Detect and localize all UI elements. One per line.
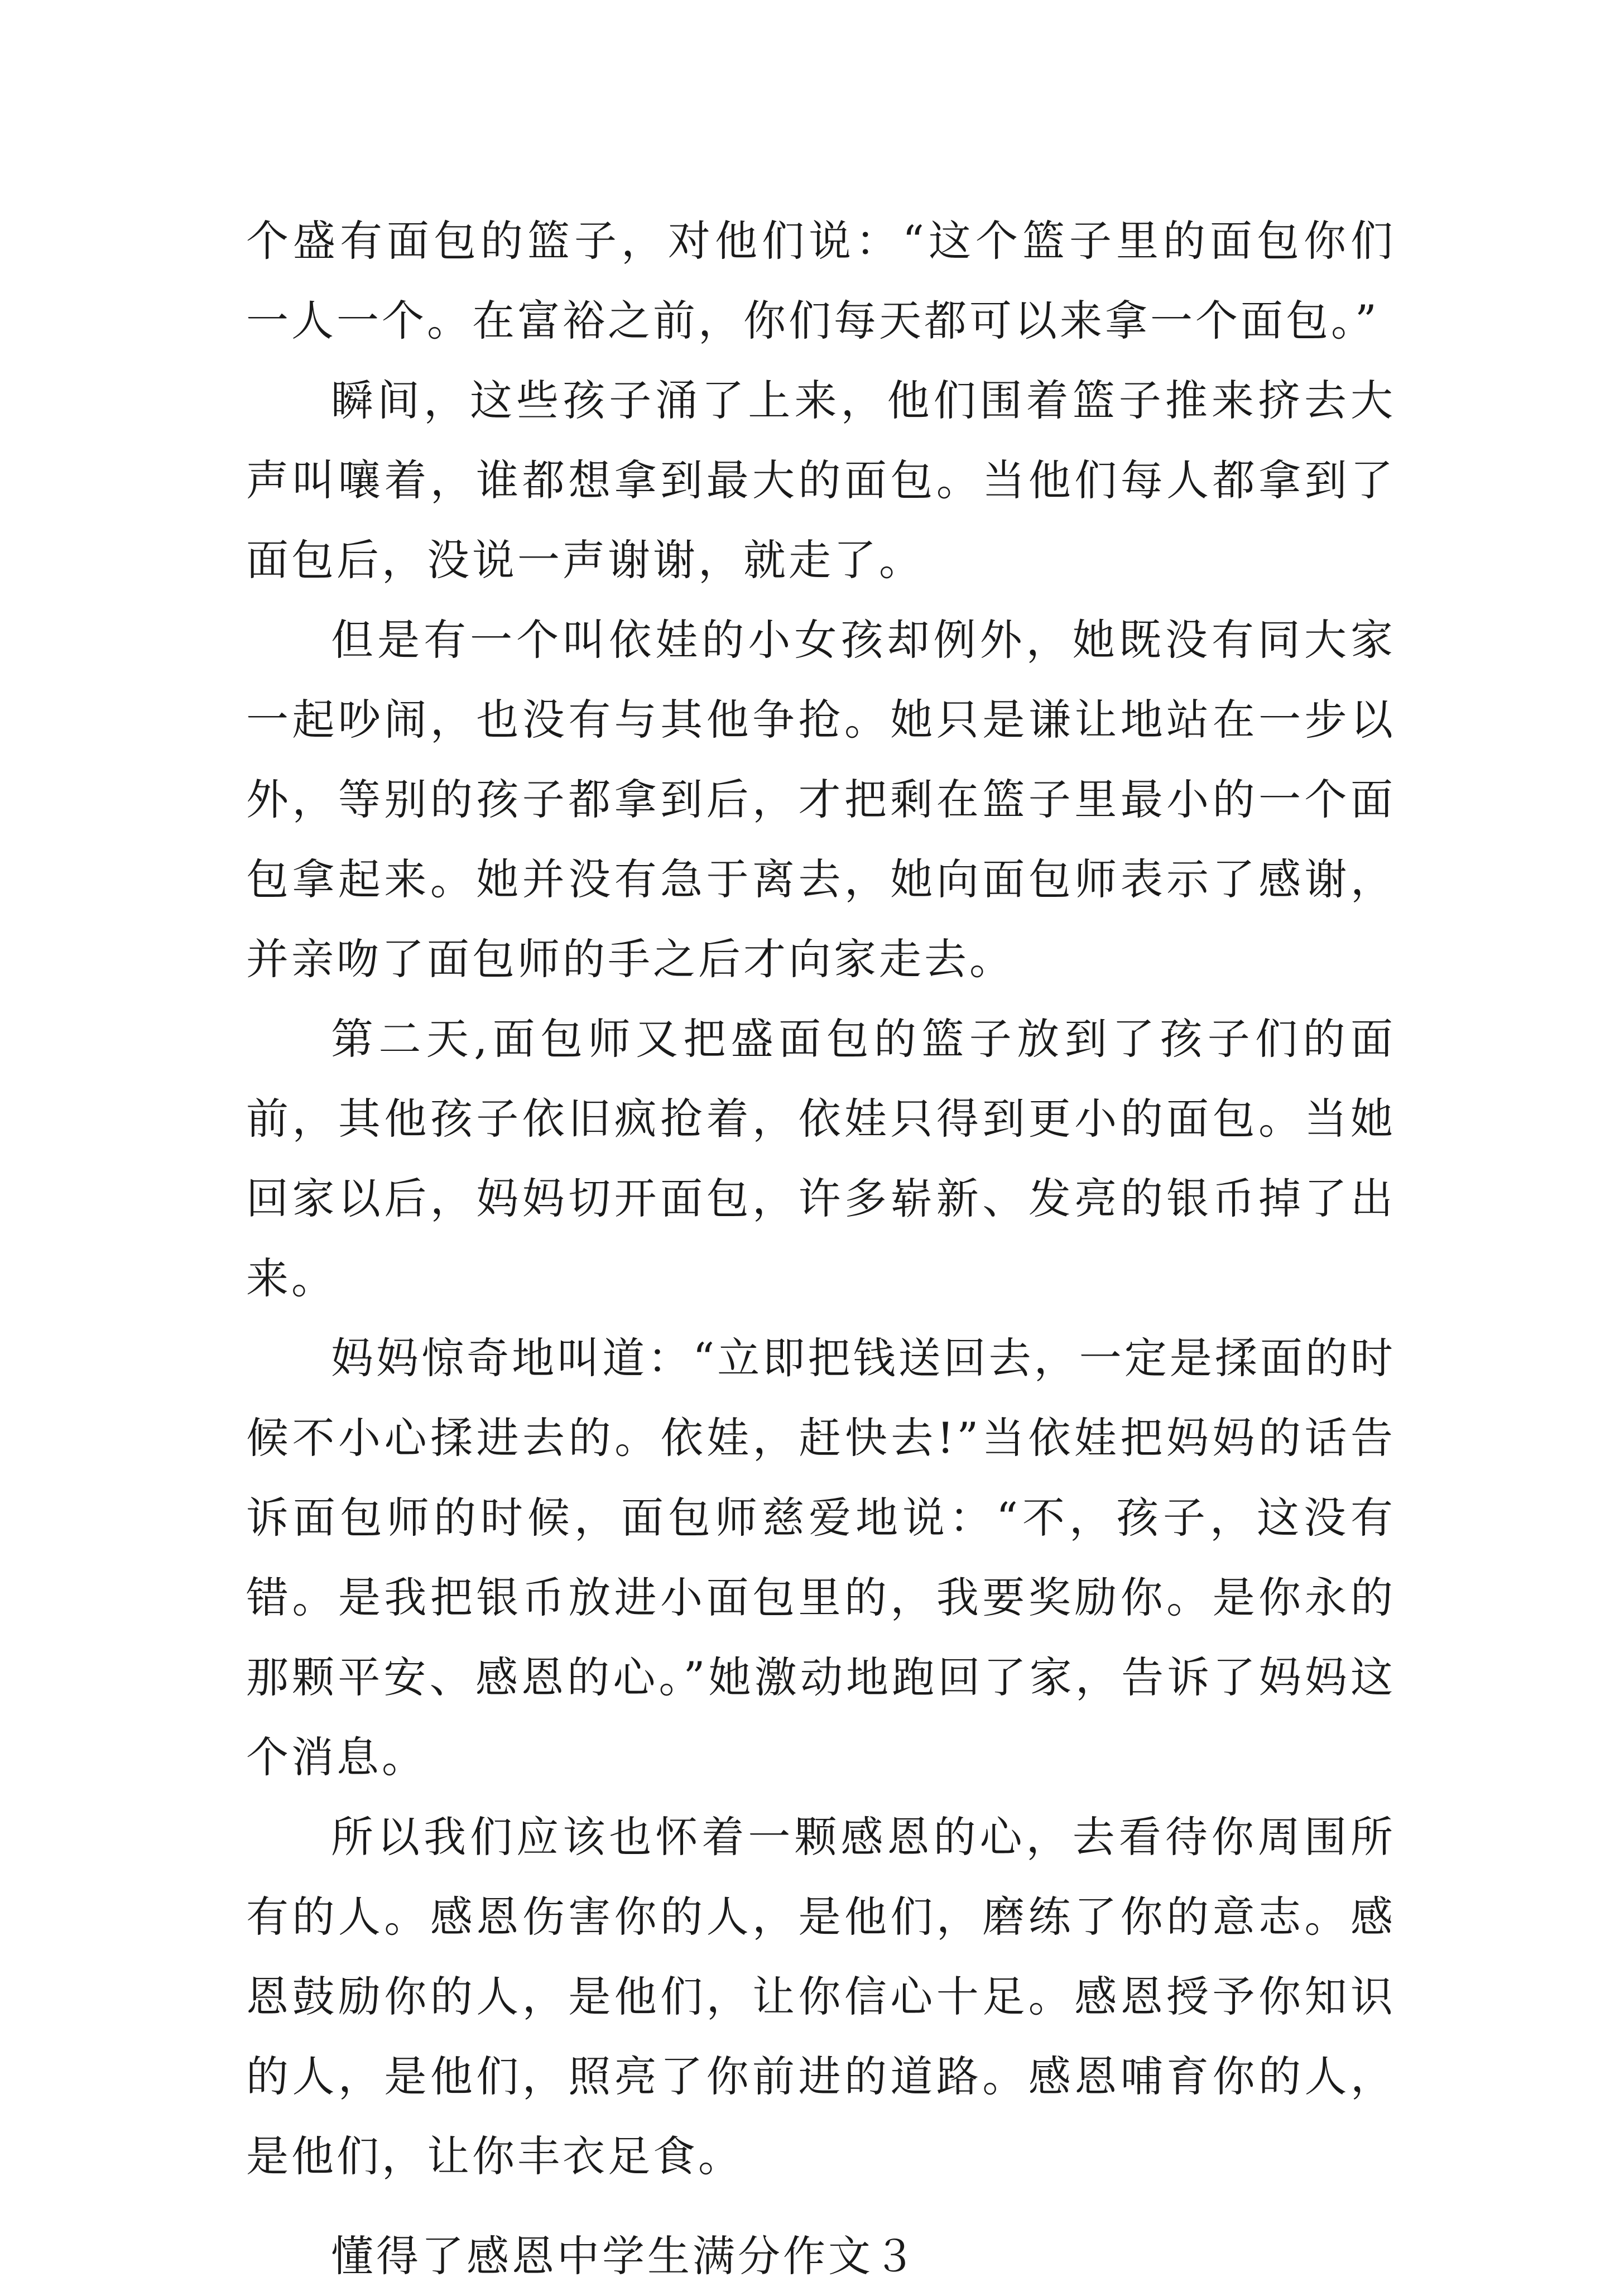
paragraph: 但是有一个叫依娃的小女孩却例外，她既没有同大家一起吵闹，也没有与其他争抢。她只是谦让地站在一步以外，等别的孩子都拿到后，才把剩在篮子里最小的一个面包拿起来。她并没有急于离去，她向面包师表示了感谢，并亲吻了面包师的手之后才向家走去。: [246, 615, 1396, 984]
paragraph: 第二天,面包师又把盛面包的篮子放到了孩子们的面前，其他孩子依旧疯抢着，依娃只得到更小的面包。当她回家以后，妈妈切开面包，许多崭新、发亮的银币掉了出来。: [246, 1014, 1396, 1303]
paragraph-continuation: 个盛有面包的篮子，对他们说：“这个篮子里的面包你们一人一个。在富裕之前，你们每天都可以来拿一个面包。”: [246, 216, 1396, 345]
paragraph: 妈妈惊奇地叫道：“立即把钱送回去，一定是揉面的时候不小心揉进去的。依娃，赶快去!”当依娃把妈妈的话告诉面包师的时候，面包师慈爱地说：“不，孩子，这没有错。是我把银币放进小面包里的，我要奖励你。是你永的那颗平安、感恩的心。”她激动地跑回了家，告诉了妈妈这个消息。: [246, 1333, 1396, 1782]
paragraph: 瞬间，这些孩子涌了上来，他们围着篮子推来挤去大声叫嚷着，谁都想拿到最大的面包。当他们每人都拿到了面包后，没说一声谢谢，就走了。: [246, 376, 1396, 585]
paragraph: 所以我们应该也怀着一颗感恩的心，去看待你周围所有的人。感恩伤害你的人，是他们，磨练了你的意志。感恩鼓励你的人，是他们，让你信心十足。感恩授予你知识的人，是他们，照亮了你前进的道路。感恩哺育你的人，是他们，让你丰衣足食。: [246, 1812, 1396, 2181]
section-heading: 懂得了感恩中学生满分作文３: [331, 2231, 919, 2281]
document-body: [246, 201, 1396, 2296]
